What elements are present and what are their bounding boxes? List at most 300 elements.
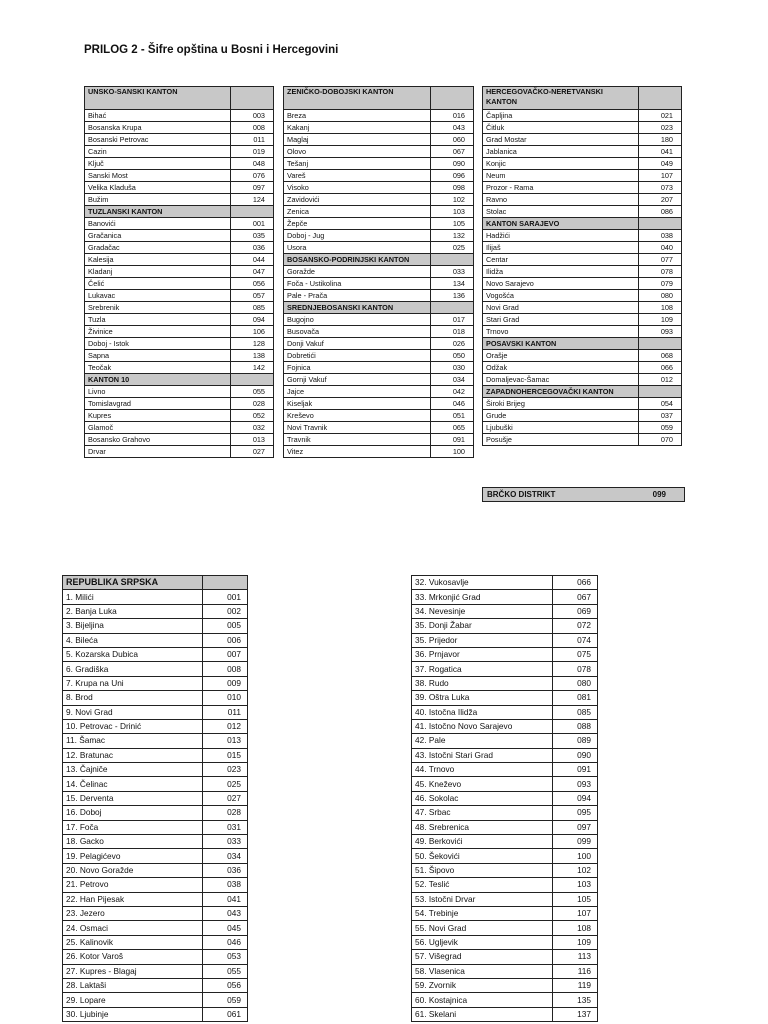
table-row [483, 182, 682, 194]
canton-table-2 [283, 86, 474, 458]
municipality-code: 003 [231, 110, 274, 122]
municipality-name: 35. Prijedor [412, 633, 553, 647]
municipality-name: Novi Travnik [284, 422, 431, 434]
municipality-name: 29. Lopare [63, 993, 203, 1007]
municipality-code: 072 [553, 619, 598, 633]
municipality-name: 26. Kotor Varoš [63, 950, 203, 964]
table-row [85, 434, 274, 446]
table-row [284, 122, 474, 134]
municipality-code: 012 [639, 374, 682, 386]
table-row [284, 326, 474, 338]
municipality-name: 18. Gacko [63, 835, 203, 849]
municipality-code: 128 [231, 338, 274, 350]
municipality-code: 027 [231, 446, 274, 458]
municipality-code: 095 [553, 806, 598, 820]
brcko-distrikt-row [482, 487, 685, 502]
municipality-code: 134 [431, 278, 474, 290]
municipality-name: Busovača [284, 326, 431, 338]
municipality-code: 001 [203, 590, 248, 604]
municipality-name: 52. Teslić [412, 878, 553, 892]
municipality-code: 023 [203, 763, 248, 777]
table-row [412, 863, 598, 877]
municipality-code: 094 [553, 791, 598, 805]
table-row [85, 410, 274, 422]
municipality-name: 59. Zvornik [412, 978, 553, 992]
section-header: KANTON 10 [85, 374, 231, 386]
table-row [483, 242, 682, 254]
municipality-code: 094 [231, 314, 274, 326]
section-header-row [85, 87, 274, 110]
municipality-code: 090 [553, 748, 598, 762]
table-row [412, 705, 598, 719]
municipality-code: 093 [553, 777, 598, 791]
table-row [412, 777, 598, 791]
municipality-code: 010 [203, 691, 248, 705]
municipality-name: Orašje [483, 350, 639, 362]
municipality-name: 23. Jezero [63, 906, 203, 920]
municipality-name: Zavidovići [284, 194, 431, 206]
municipality-name: Čitluk [483, 122, 639, 134]
municipality-name: 3. Bijeljina [63, 619, 203, 633]
table-row [63, 1007, 248, 1021]
canton-table-3 [482, 86, 682, 446]
municipality-code: 085 [553, 705, 598, 719]
table-row [412, 748, 598, 762]
municipality-code: 103 [553, 878, 598, 892]
municipality-code: 001 [231, 218, 274, 230]
table-row [63, 647, 248, 661]
municipality-name: 20. Novo Goražde [63, 863, 203, 877]
section-header: KANTON SARAJEVO [483, 218, 639, 230]
municipality-name: 42. Pale [412, 734, 553, 748]
municipality-name: 7. Krupa na Uni [63, 676, 203, 690]
municipality-name: Prozor - Rama [483, 182, 639, 194]
table-row [412, 1007, 598, 1021]
municipality-code: 137 [553, 1007, 598, 1021]
municipality-name: 4. Bileća [63, 633, 203, 647]
section-header: REPUBLIKA SRPSKA [63, 576, 203, 590]
municipality-code: 105 [553, 892, 598, 906]
table-row [63, 964, 248, 978]
section-header-row [284, 87, 474, 110]
municipality-name: Fojnica [284, 362, 431, 374]
municipality-code: 007 [203, 647, 248, 661]
municipality-code: 033 [203, 835, 248, 849]
municipality-code: 021 [639, 110, 682, 122]
table-row [85, 290, 274, 302]
municipality-name: Glamoč [85, 422, 231, 434]
municipality-code: 037 [639, 410, 682, 422]
municipality-code: 142 [231, 362, 274, 374]
municipality-code: 060 [431, 134, 474, 146]
municipality-name: Gračanica [85, 230, 231, 242]
section-header: POSAVSKI KANTON [483, 338, 639, 350]
municipality-name: Cazin [85, 146, 231, 158]
table-row [284, 134, 474, 146]
municipality-code: 080 [553, 676, 598, 690]
municipality-code: 119 [553, 978, 598, 992]
municipality-code: 066 [639, 362, 682, 374]
municipality-name: 40. Istočna Ilidža [412, 705, 553, 719]
municipality-name: Trnovo [483, 326, 639, 338]
municipality-code: 008 [203, 662, 248, 676]
municipality-name: Centar [483, 254, 639, 266]
section-header-code-cell [231, 374, 274, 386]
municipality-name: 61. Skelani [412, 1007, 553, 1021]
municipality-code: 116 [553, 964, 598, 978]
municipality-code: 002 [203, 604, 248, 618]
table-row [412, 849, 598, 863]
municipality-code: 106 [231, 326, 274, 338]
municipality-code: 005 [203, 619, 248, 633]
table-row [85, 398, 274, 410]
municipality-name: 27. Kupres - Blagaj [63, 964, 203, 978]
table-row [483, 290, 682, 302]
table-row [85, 446, 274, 458]
municipality-code: 034 [431, 374, 474, 386]
republika-srpska-table-left [62, 575, 248, 1022]
municipality-code: 052 [231, 410, 274, 422]
municipality-name: Visoko [284, 182, 431, 194]
municipality-name: Stari Grad [483, 314, 639, 326]
municipality-code: 034 [203, 849, 248, 863]
municipality-code: 086 [639, 206, 682, 218]
table-row [412, 576, 598, 590]
table-row [412, 878, 598, 892]
municipality-name: 51. Šipovo [412, 863, 553, 877]
table-row [483, 206, 682, 218]
table-row [284, 242, 474, 254]
table-row [85, 110, 274, 122]
municipality-name: Goražde [284, 266, 431, 278]
section-header: TUZLANSKI KANTON [85, 206, 231, 218]
municipality-code: 093 [639, 326, 682, 338]
table-row [63, 662, 248, 676]
table-row [412, 633, 598, 647]
table-row [483, 302, 682, 314]
municipality-name: Kupres [85, 410, 231, 422]
municipality-name: Tešanj [284, 158, 431, 170]
municipality-code: 031 [203, 820, 248, 834]
municipality-code: 013 [203, 734, 248, 748]
municipality-code: 078 [639, 266, 682, 278]
table-row [85, 338, 274, 350]
table-row [63, 892, 248, 906]
municipality-code: 036 [231, 242, 274, 254]
table-row [63, 676, 248, 690]
municipality-name: Čelić [85, 278, 231, 290]
municipality-code: 013 [231, 434, 274, 446]
brcko-label: BRČKO DISTRIKT [487, 490, 556, 499]
table-row [63, 950, 248, 964]
municipality-code: 009 [203, 676, 248, 690]
table-row [284, 374, 474, 386]
municipality-name: 16. Doboj [63, 806, 203, 820]
municipality-code: 109 [639, 314, 682, 326]
table-row [63, 734, 248, 748]
table-row [63, 633, 248, 647]
municipality-name: 21. Petrovo [63, 878, 203, 892]
table-row [412, 676, 598, 690]
brcko-code: 099 [652, 490, 666, 499]
table-row [284, 206, 474, 218]
municipality-code: 132 [431, 230, 474, 242]
table-row [284, 146, 474, 158]
table-row [85, 314, 274, 326]
municipality-code: 053 [203, 950, 248, 964]
municipality-code: 074 [553, 633, 598, 647]
table-row [63, 849, 248, 863]
municipality-code: 069 [553, 604, 598, 618]
table-row [85, 326, 274, 338]
municipality-name: Ljubuški [483, 422, 639, 434]
municipality-code: 068 [639, 350, 682, 362]
table-row [63, 820, 248, 834]
table-row [483, 266, 682, 278]
table-row [85, 218, 274, 230]
municipality-code: 012 [203, 719, 248, 733]
section-header-code-cell [639, 386, 682, 398]
municipality-name: Konjic [483, 158, 639, 170]
table-row [63, 935, 248, 949]
municipality-code: 056 [203, 978, 248, 992]
table-row [284, 446, 474, 458]
section-header-code-cell [639, 218, 682, 230]
municipality-code: 016 [431, 110, 474, 122]
table-row [63, 863, 248, 877]
table-row [483, 158, 682, 170]
table-row [284, 362, 474, 374]
table-row [85, 422, 274, 434]
table-row [483, 134, 682, 146]
section-header-row [483, 218, 682, 230]
table-row [412, 906, 598, 920]
table-row [284, 266, 474, 278]
table-row [412, 662, 598, 676]
section-header: SREDNJEBOSANSKI KANTON [284, 302, 431, 314]
municipality-name: Široki Brijeg [483, 398, 639, 410]
municipality-name: Tuzla [85, 314, 231, 326]
municipality-name: 33. Mrkonjić Grad [412, 590, 553, 604]
municipality-name: 56. Ugljevik [412, 935, 553, 949]
municipality-name: Drvar [85, 446, 231, 458]
table-row [284, 290, 474, 302]
municipality-name: 53. Istočni Drvar [412, 892, 553, 906]
municipality-code: 019 [231, 146, 274, 158]
municipality-name: Teočak [85, 362, 231, 374]
municipality-code: 017 [431, 314, 474, 326]
municipality-code: 027 [203, 791, 248, 805]
municipality-name: Kiseljak [284, 398, 431, 410]
table-row [63, 705, 248, 719]
municipality-name: 24. Osmaci [63, 921, 203, 935]
municipality-code: 006 [203, 633, 248, 647]
municipality-code: 065 [431, 422, 474, 434]
table-row [412, 647, 598, 661]
municipality-code: 041 [639, 146, 682, 158]
table-row [85, 134, 274, 146]
municipality-name: Domaljevac-Šamac [483, 374, 639, 386]
table-row [483, 230, 682, 242]
municipality-name: Kladanj [85, 266, 231, 278]
municipality-name: Kreševo [284, 410, 431, 422]
table-row [85, 122, 274, 134]
table-row [412, 921, 598, 935]
municipality-name: Novo Sarajevo [483, 278, 639, 290]
table-row [284, 350, 474, 362]
table-row [483, 410, 682, 422]
table-row [63, 719, 248, 733]
municipality-name: 37. Rogatica [412, 662, 553, 676]
municipality-code: 026 [431, 338, 474, 350]
municipality-name: 30. Ljubinje [63, 1007, 203, 1021]
municipality-code: 100 [431, 446, 474, 458]
table-row [412, 590, 598, 604]
canton-table-1 [84, 86, 274, 458]
table-row [284, 434, 474, 446]
municipality-name: 6. Gradiška [63, 662, 203, 676]
municipality-name: 19. Pelagićevo [63, 849, 203, 863]
table-row [483, 422, 682, 434]
table-row [412, 691, 598, 705]
table-row [412, 993, 598, 1007]
municipality-name: 44. Trnovo [412, 763, 553, 777]
municipality-code: 080 [639, 290, 682, 302]
municipality-name: Dobretići [284, 350, 431, 362]
municipality-name: Lukavac [85, 290, 231, 302]
table-row [63, 777, 248, 791]
municipality-code: 055 [203, 964, 248, 978]
municipality-name: Doboj - Istok [85, 338, 231, 350]
municipality-code: 109 [553, 935, 598, 949]
municipality-name: 12. Bratunac [63, 748, 203, 762]
municipality-code: 051 [431, 410, 474, 422]
municipality-code: 207 [639, 194, 682, 206]
republika-srpska-table-right [411, 575, 598, 1022]
table-row [85, 230, 274, 242]
municipality-name: 11. Šamac [63, 734, 203, 748]
municipality-name: 58. Vlasenica [412, 964, 553, 978]
municipality-code: 040 [639, 242, 682, 254]
municipality-name: Jajce [284, 386, 431, 398]
municipality-name: 57. Višegrad [412, 950, 553, 964]
municipality-name: Ključ [85, 158, 231, 170]
municipality-code: 135 [553, 993, 598, 1007]
municipality-name: Bosanska Krupa [85, 122, 231, 134]
table-row [85, 386, 274, 398]
municipality-code: 076 [231, 170, 274, 182]
municipality-name: 34. Nevesinje [412, 604, 553, 618]
table-row [63, 878, 248, 892]
table-row [284, 170, 474, 182]
table-row [63, 763, 248, 777]
table-row [63, 691, 248, 705]
municipality-code: 059 [639, 422, 682, 434]
section-header-code-cell [231, 87, 274, 110]
section-header-row [85, 206, 274, 218]
municipality-name: Bosanski Petrovac [85, 134, 231, 146]
table-row [85, 302, 274, 314]
table-row [412, 950, 598, 964]
municipality-code: 043 [203, 906, 248, 920]
table-row [85, 266, 274, 278]
municipality-name: Pale - Prača [284, 290, 431, 302]
section-header-code-cell [431, 254, 474, 266]
table-row [412, 964, 598, 978]
table-row [284, 218, 474, 230]
section-header-code-cell [639, 338, 682, 350]
municipality-name: Jablanica [483, 146, 639, 158]
table-row [85, 242, 274, 254]
municipality-name: 48. Srebrenica [412, 820, 553, 834]
municipality-code: 056 [231, 278, 274, 290]
municipality-code: 073 [639, 182, 682, 194]
table-row [85, 254, 274, 266]
municipality-name: 35. Donji Žabar [412, 619, 553, 633]
table-row [483, 434, 682, 446]
municipality-name: Foča - Ustikolina [284, 278, 431, 290]
municipality-code: 113 [553, 950, 598, 964]
table-row [284, 158, 474, 170]
municipality-name: Neum [483, 170, 639, 182]
municipality-name: 22. Han Pijesak [63, 892, 203, 906]
table-row [63, 619, 248, 633]
table-row [483, 170, 682, 182]
municipality-code: 059 [203, 993, 248, 1007]
municipality-code: 054 [639, 398, 682, 410]
section-header-row [483, 338, 682, 350]
table-row [483, 374, 682, 386]
municipality-code: 180 [639, 134, 682, 146]
municipality-name: 54. Trebinje [412, 906, 553, 920]
table-row [85, 170, 274, 182]
table-row [85, 278, 274, 290]
municipality-code: 028 [231, 398, 274, 410]
municipality-name: Tomislavgrad [85, 398, 231, 410]
table-row [483, 254, 682, 266]
municipality-code: 090 [431, 158, 474, 170]
municipality-code: 067 [553, 590, 598, 604]
municipality-code: 089 [553, 734, 598, 748]
municipality-name: Sanski Most [85, 170, 231, 182]
table-row [63, 791, 248, 805]
municipality-code: 030 [431, 362, 474, 374]
municipality-code: 107 [639, 170, 682, 182]
municipality-name: Zenica [284, 206, 431, 218]
table-row [63, 906, 248, 920]
municipality-code: 066 [553, 576, 598, 590]
municipality-name: Ilijaš [483, 242, 639, 254]
municipality-code: 041 [203, 892, 248, 906]
municipality-code: 025 [431, 242, 474, 254]
section-header: HERCEGOVAČKO-NERETVANSKI KANTON [483, 87, 639, 110]
table-row [284, 422, 474, 434]
table-row [412, 763, 598, 777]
municipality-code: 091 [553, 763, 598, 777]
table-row [412, 935, 598, 949]
table-row [412, 806, 598, 820]
municipality-code: 049 [639, 158, 682, 170]
page-title: PRILOG 2 - Šifre opština u Bosni i Hercegovini [84, 44, 339, 56]
table-row [483, 122, 682, 134]
municipality-code: 107 [553, 906, 598, 920]
municipality-code: 103 [431, 206, 474, 218]
municipality-code: 099 [553, 835, 598, 849]
municipality-name: 8. Brod [63, 691, 203, 705]
municipality-code: 100 [553, 849, 598, 863]
municipality-name: 15. Derventa [63, 791, 203, 805]
municipality-code: 043 [431, 122, 474, 134]
